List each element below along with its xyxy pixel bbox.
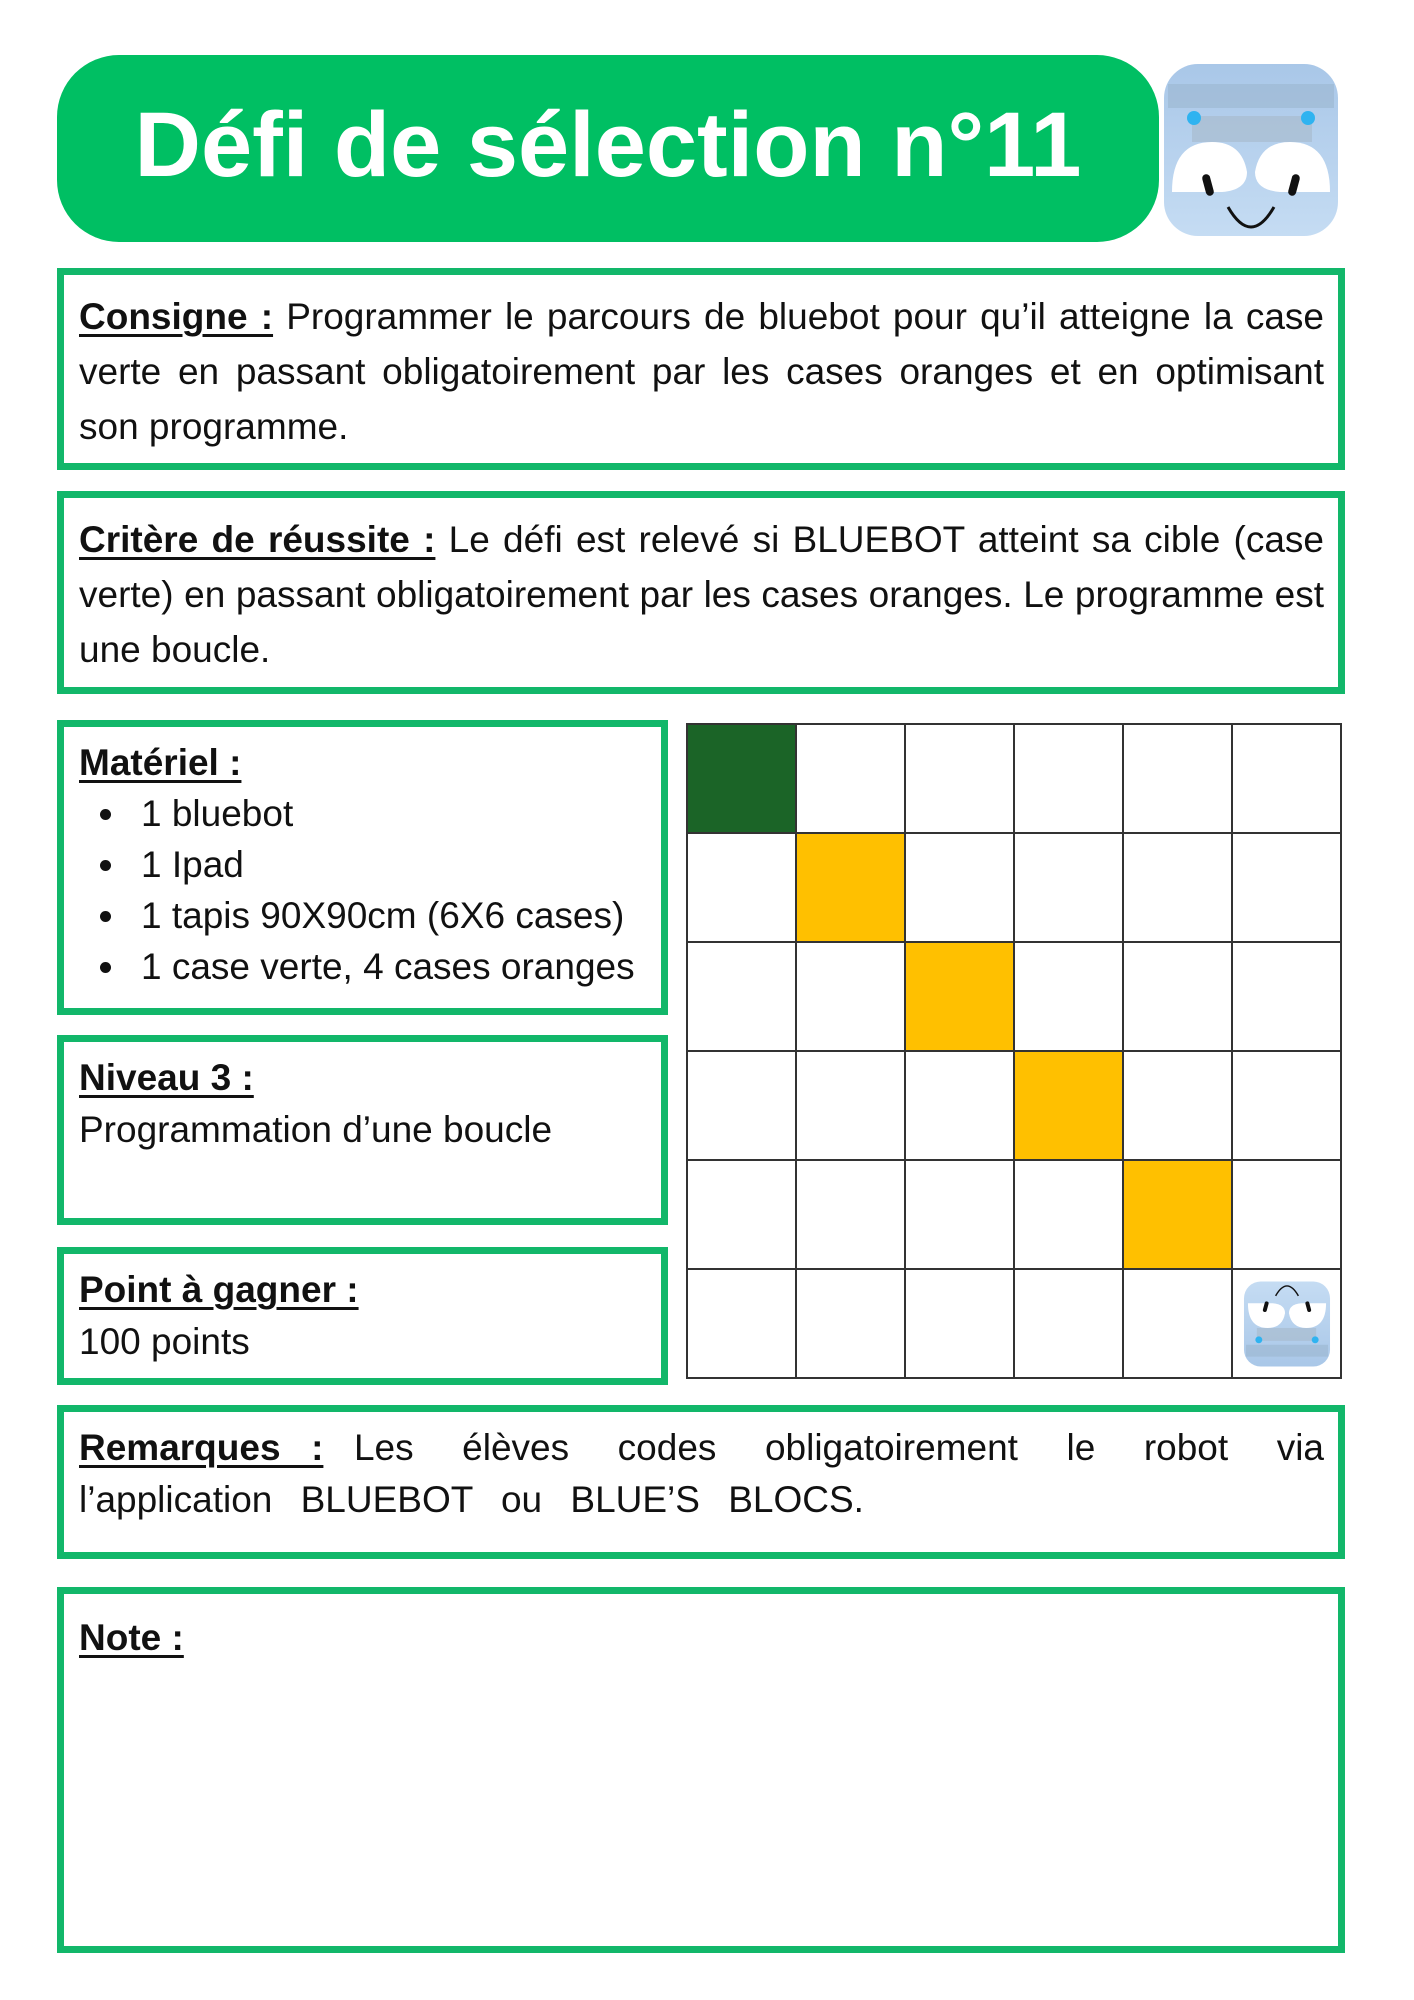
board-cell bbox=[797, 1270, 906, 1379]
materiel-label: Matériel : bbox=[79, 742, 242, 783]
board-cell bbox=[688, 834, 797, 943]
board-cell bbox=[688, 1161, 797, 1270]
board-cell bbox=[1233, 1161, 1342, 1270]
board-cell bbox=[1015, 834, 1124, 943]
points-box bbox=[57, 1247, 668, 1385]
niveau-text: Programmation d’une boucle bbox=[79, 1109, 553, 1150]
waypoint-cell bbox=[1124, 1161, 1233, 1270]
robot-start-cell bbox=[1233, 1270, 1342, 1379]
note-box bbox=[57, 1587, 1345, 1953]
board-cell bbox=[1233, 725, 1342, 834]
materiel-item: • 1 tapis 90X90cm (6X6 cases) bbox=[129, 890, 647, 941]
waypoint-cell bbox=[797, 834, 906, 943]
critere-label: Critère de réussite : bbox=[79, 519, 436, 560]
board-cell bbox=[797, 1161, 906, 1270]
board-cell bbox=[906, 1161, 1015, 1270]
materiel-box bbox=[57, 720, 668, 1015]
board-cell bbox=[906, 725, 1015, 834]
waypoint-cell bbox=[1015, 1052, 1124, 1161]
board-cell bbox=[1015, 725, 1124, 834]
board-cell bbox=[1015, 1270, 1124, 1379]
consigne-text: Programmer le parcours de bluebot pour qu’il atteigne la case verte en passant obligatoirement par les cases oranges et en optimisant son programme. bbox=[79, 296, 1324, 447]
consigne-label: Consigne : bbox=[79, 296, 274, 337]
bluebot-robot-icon bbox=[1162, 62, 1340, 238]
board-cell bbox=[797, 725, 906, 834]
waypoint-cell bbox=[906, 943, 1015, 1052]
remarques-label: Remarques : bbox=[79, 1427, 324, 1468]
board-cell bbox=[688, 1052, 797, 1161]
board-cell bbox=[797, 943, 906, 1052]
points-text: 100 points bbox=[79, 1321, 250, 1362]
materiel-item: • 1 case verte, 4 cases oranges bbox=[129, 941, 647, 992]
board-cell bbox=[906, 834, 1015, 943]
note-label: Note : bbox=[79, 1617, 184, 1658]
board-cell bbox=[1015, 943, 1124, 1052]
board-cell bbox=[1124, 1052, 1233, 1161]
page-title: Défi de sélection n°11 bbox=[134, 94, 1082, 196]
board-cell bbox=[797, 1052, 906, 1161]
board-cell bbox=[1233, 1052, 1342, 1161]
title-banner bbox=[57, 55, 1159, 242]
materiel-item: • 1 Ipad bbox=[129, 839, 647, 890]
board-cell bbox=[1124, 943, 1233, 1052]
consigne-box bbox=[57, 268, 1345, 470]
board-cell bbox=[1233, 943, 1342, 1052]
target-cell bbox=[688, 725, 797, 834]
game-board bbox=[686, 723, 1342, 1379]
critere-text: Le défi est relevé si BLUEBOT atteint sa cible (case verte) en passant obligatoirement par les cases oranges. Le programme est une boucle. bbox=[79, 519, 1324, 670]
niveau-box bbox=[57, 1035, 668, 1225]
bluebot-robot-icon bbox=[1243, 1280, 1331, 1368]
board-cell bbox=[1015, 1161, 1124, 1270]
niveau-label: Niveau 3 : bbox=[79, 1057, 254, 1098]
materiel-item: • 1 bluebot bbox=[129, 788, 647, 839]
board-cell bbox=[1233, 834, 1342, 943]
board-cell bbox=[1124, 725, 1233, 834]
board-cell bbox=[1124, 1270, 1233, 1379]
bluebot-robot-icon bbox=[1243, 1280, 1331, 1368]
board-cell bbox=[1124, 834, 1233, 943]
board-cell bbox=[688, 1270, 797, 1379]
board-cell bbox=[906, 1270, 1015, 1379]
critere-box bbox=[57, 491, 1345, 694]
remarques-box bbox=[57, 1405, 1345, 1559]
points-label: Point à gagner : bbox=[79, 1269, 359, 1310]
remarques-text: Les élèves codes obligatoirement le robot via l’application BLUEBOT ou BLUE’S BLOCS. bbox=[79, 1427, 1325, 1520]
board-cell bbox=[688, 943, 797, 1052]
board-cell bbox=[906, 1052, 1015, 1161]
materiel-list bbox=[79, 788, 647, 992]
note-area[interactable] bbox=[79, 1665, 1324, 1945]
